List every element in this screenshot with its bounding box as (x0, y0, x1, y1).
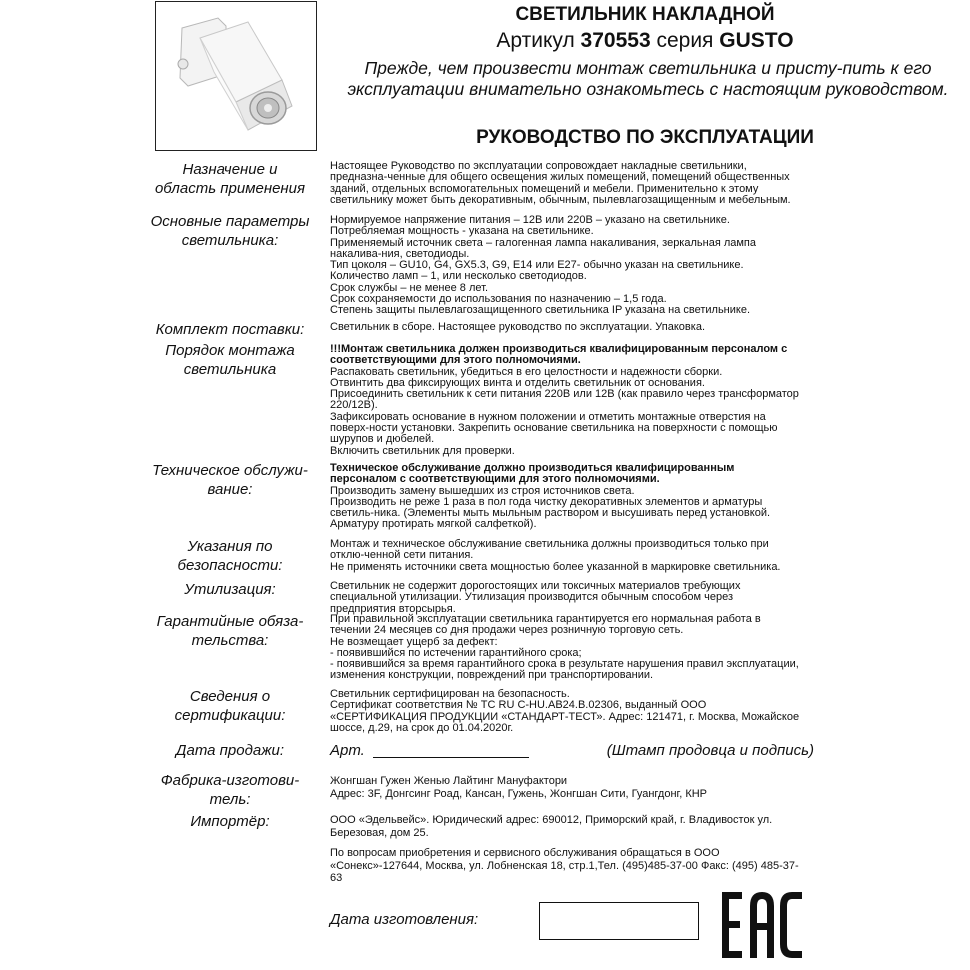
maintenance-text (330, 463, 800, 531)
series-prefix: серия (650, 29, 720, 52)
warranty-line: Не возмещает ущерб за дефект: (330, 635, 498, 648)
warranty-label: Гарантийные обяза-тельства: (156, 613, 304, 649)
warranty-line: - появившийся за время гарантийного срока в результате нарушения правил эксплуатации, изменения конструкции, повреждений при транспортировании. (330, 658, 799, 682)
maintenance-line: Производить замену вышедших из строя источников света. (330, 484, 635, 497)
params-line: Нормируемое напряжение питания – 12В или 220В – указано на светильнике. (330, 214, 730, 226)
series-name: GUSTO (719, 29, 794, 52)
certification-label: Сведения о сертификации: (174, 688, 286, 724)
params-line: Количество ламп – 1, или несколько светодиодов. (330, 270, 587, 283)
params-line: Степень защиты пылевлагозащищенного светильника IP указана на светильнике. (330, 304, 751, 317)
safety-line: Монтаж и техническое обслуживание светильника должны производиться только при отклю-ченной сети питания. (330, 538, 769, 562)
purpose-text (330, 161, 800, 206)
warranty-line: - появившийся по истечении гарантийного срока; (330, 646, 582, 659)
warranty-line: При правильной эксплуатации светильника гарантируется его нормальная работа в течении 24 месяцев со дня продажи через розничную торговую сеть. (330, 613, 761, 637)
params-line: Потребляемая мощность - указана на светильнике. (330, 225, 594, 238)
certification-line: Светильник сертифицирован на безопасность. (330, 688, 570, 700)
manufacturer-label: Фабрика-изготови-тель: (160, 772, 300, 808)
disposal-label: Утилизация: (184, 581, 276, 598)
sale-row (330, 742, 814, 762)
product-image (155, 1, 317, 151)
disposal-paragraph: Светильник не содержит дорогостоящих или токсичных материалов требующих специальной утилизации. Утилизация производится обычным способом через предприятия вторсырья. (330, 580, 741, 615)
kit-paragraph: Светильник в сборе. Настоящее руководство по эксплуатации. Упаковка. (330, 321, 705, 333)
params-label: Основные параметры светильника: (150, 213, 310, 249)
warning-text: Прежде, чем произвести монтаж светильника и присту-пить к его эксплуатации внимательно ознакомьтесь с настоящим руководством. (347, 58, 949, 99)
install-line: Зафиксировать основание в нужном положении и отметить монтажные отверстия на поверх-ности установки. Закрепить основание светильника на поверхности с помощью шурупов и дюбелей. (330, 410, 778, 446)
warranty-text (330, 614, 800, 682)
article-number: 370553 (580, 29, 651, 52)
sale-article: Арт. (330, 742, 365, 759)
maintenance-label: Техническое обслужи-вание: (152, 462, 308, 498)
sale-label: Дата продажи: (175, 742, 285, 759)
install-line: Отвинтить два фиксирующих винта и отделить светильник от основания. (330, 376, 705, 389)
importer-paragraph: ООО «Эдельвейс». Юридический адрес: 690012, Приморский край, г. Владивосток ул. Березовая, дом 25. (330, 814, 773, 839)
document-title: СВЕТИЛЬНИК НАКЛАДНОЙ (515, 4, 775, 25)
params-text (330, 215, 800, 317)
safety-label: Указания по безопасности: (177, 538, 283, 574)
params-line: Применяемый источник света – галогенная лампа накаливания, зеркальная лампа накалива-ния, светодиоды. (330, 236, 757, 260)
params-line: Срок службы – не менее 8 лет. (330, 281, 489, 294)
params-line: Срок сохраняемости до использования по назначению – 1,5 года. (330, 293, 667, 306)
safety-text (330, 539, 800, 573)
install-text (330, 344, 800, 457)
install-line: Присоединить светильник к сети питания 220В или 12В (как правило через трансформатор 220/12В). (330, 388, 799, 412)
manual-title: РУКОВОДСТВО ПО ЭКСПЛУАТАЦИИ (476, 127, 814, 148)
params-line: Тип цоколя – GU10, G4, GX5.3, G9, E14 или E27- обычно указан на светильнике. (330, 259, 744, 272)
certification-text (330, 689, 800, 734)
maintenance-warning: Техническое обслуживание должно производиться квалифицированным персоналом с соответствующими для этого полномочиями. (330, 462, 735, 486)
manufacture-date-label: Дата изготовления: (330, 911, 479, 928)
install-line: Распаковать светильник, убедиться в его целостности и надежности сборки. (330, 365, 723, 378)
kit-label: Комплект поставки: (155, 321, 305, 338)
manufacturer-line: Адрес: 3F, Донгсинг Роад, Кансан, Гужень, Жонгшан Сити, Гуангдонг, КНР (330, 787, 708, 800)
disposal-text (330, 581, 800, 615)
importer-text (330, 814, 800, 885)
maintenance-line: Производить не реже 1 раза в пол года чистку декоративных элементов и арматуры светиль-ника. (Элементы мыть мыльным раствором и высушивать перед установкой. Арматуру протирать мягкой салфеткой). (330, 495, 771, 531)
manufacturer-line: Жонгшан Гужен Женью Лайтинг Мануфактори (330, 775, 568, 787)
install-label: Порядок монтажа светильника (165, 342, 295, 378)
article-prefix: Артикул (496, 29, 581, 52)
certification-line: Сертификат соответствия № TC RU C-HU.AB24.B.02306, выданный ООО «СЕРТИФИКАЦИЯ ПРОДУКЦИИ «СТАНДАРТ-ТЕСТ». Адрес: 121471, г. Москва, Можайское шоссе, д.29, на срок до 01.04.2020г. (330, 699, 800, 734)
install-warning: !!!Монтаж светильника должен производиться квалифицированным персоналом с соответствующими для этого полномочиями. (330, 343, 788, 367)
sale-stamp-caption: (Штамп продовца и подпись) (606, 742, 814, 759)
manufacturer-text (330, 775, 800, 800)
purpose-label: Назначение и область применения (154, 161, 306, 197)
article-line (330, 29, 960, 53)
safety-line: Не применять источники света мощностью более указанной в маркировке светильника. (330, 560, 781, 573)
service-paragraph: По вопросам приобретения и сервисного обслуживания обращаться в ООО «Сонекс»-127644, Москва, ул. Лобненская 18, стр.1,Тел. (495)485-37-00 Факс: (495) 485-37-63 (330, 847, 799, 884)
eac-mark-icon (720, 888, 804, 967)
importer-label: Импортёр: (190, 813, 270, 830)
manufacture-date-box[interactable] (539, 902, 699, 940)
install-line: Включить светильник для проверки. (330, 444, 515, 457)
purpose-paragraph: Настоящее Руководство по эксплуатации сопровождает накладные светильники, предназна-ченные для общего освещения жилых помещений, помещений общественных зданий, отдельных вспомогательных помещений и мебели. Применительно к этому светильнику может быть декоративным, обычным, пылевлагозащищенным и мебельным. (330, 160, 791, 206)
kit-text (330, 322, 800, 333)
sale-signature-line[interactable] (373, 757, 529, 758)
